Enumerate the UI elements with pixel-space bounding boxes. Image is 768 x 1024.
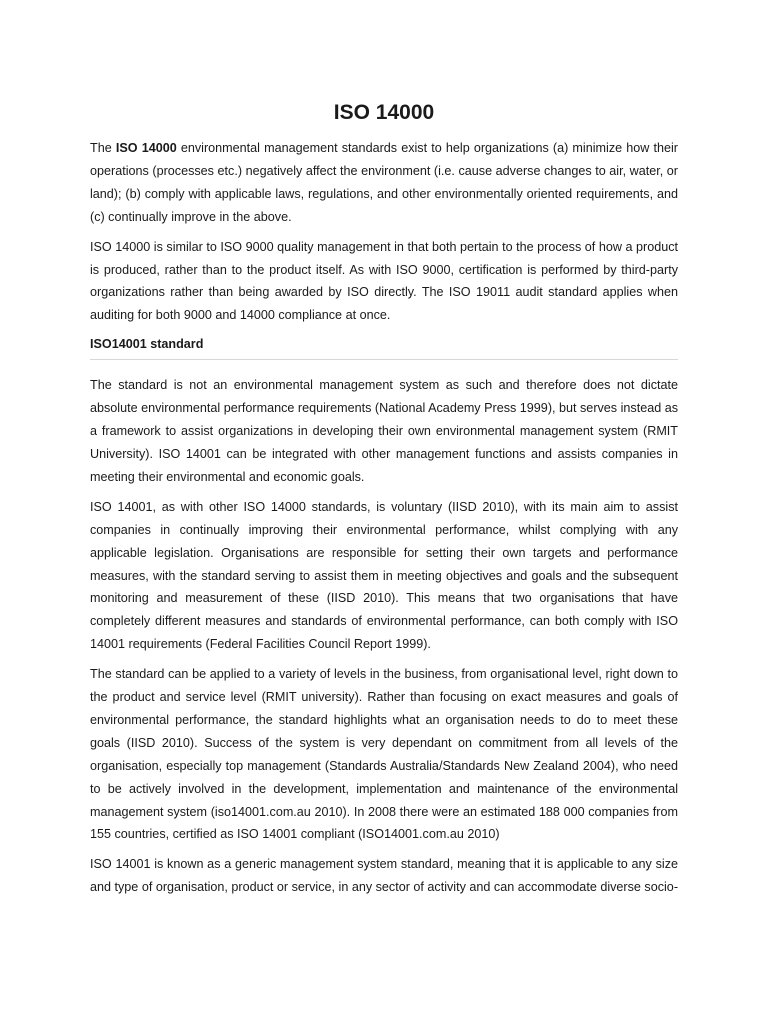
intro-bold-term: ISO 14000 [115, 141, 177, 155]
paragraph-iso9000-comparison: ISO 14000 is similar to ISO 9000 quality management in that both pertain to the process of how a product is produced, rather than to the product itself. As with ISO 9000, certification is performed by third-party organizations rather than being awarded by ISO directly. The ISO 19011 audit standard applies when auditing for both 9000 and 14000 compliance at once. [90, 239, 678, 323]
document-body [90, 137, 678, 906]
intro-prefix: The [90, 141, 116, 155]
section-heading-iso14001: ISO14001 standard [90, 334, 678, 360]
document-title: ISO 14000 [333, 101, 435, 124]
section-paragraph: The standard is not an environmental management system as such and therefore does not dictate absolute environmental performance requirements (National Academy Press 1999), but serves instead as a framework to assist organizations in developing their own environmental management system (RMIT University). ISO 14001 can be integrated with other management functions and assists companies in meeting their environmental and economic goals. [90, 378, 679, 484]
section-paragraph: ISO 14001, as with other ISO 14000 standards, is voluntary (IISD 2010), with its main aim to assist companies in continually improving their environmental performance, whilst complying with any applicable legislation. Organisations are responsible for setting their own targets and performance measures, with the standard serving to assist them in meeting objectives and goals and the subsequent monitoring and measurement of these (IISD 2010). This means that two organisations that have completely different measures and standards of environmental performance, can both comply with ISO 14001 requirements (Federal Facilities Council Report 1999). [90, 499, 678, 652]
section-paragraph: The standard can be applied to a variety of levels in the business, from organisational level, right down to the product and service level (RMIT university). Rather than focusing on exact measures and goals of environmental performance, the standard highlights what an organisation needs to do to meet these goals (IISD 2010). Success of the system is very dependant on commitment from all levels of the organisation, especially top management (Standards Australia/Standards New Zealand 2004), who need to be actively involved in the development, implementation and maintenance of the environmental management system (iso14001.com.au 2010). In 2008 there were an estimated 188 000 companies from 155 countries, certified as ISO 14001 compliant (ISO14001.com.au 2010) [90, 667, 678, 842]
intro-paragraph [90, 137, 678, 229]
intro-suffix: environmental management standards exist to help organizations (a) minimize how their operations (processes etc.) negatively affect the environment (i.e. cause adverse changes to air, water, or land); (b) comply with applicable laws, regulations, and other environmentally oriented requirements, and (c) continually improve in the above. [90, 141, 679, 224]
section-paragraph: ISO 14001 is known as a generic management system standard, meaning that it is applicable to any size and type of organisation, product or service, in any sector of activity and can accommodate diverse socio- [90, 857, 679, 895]
